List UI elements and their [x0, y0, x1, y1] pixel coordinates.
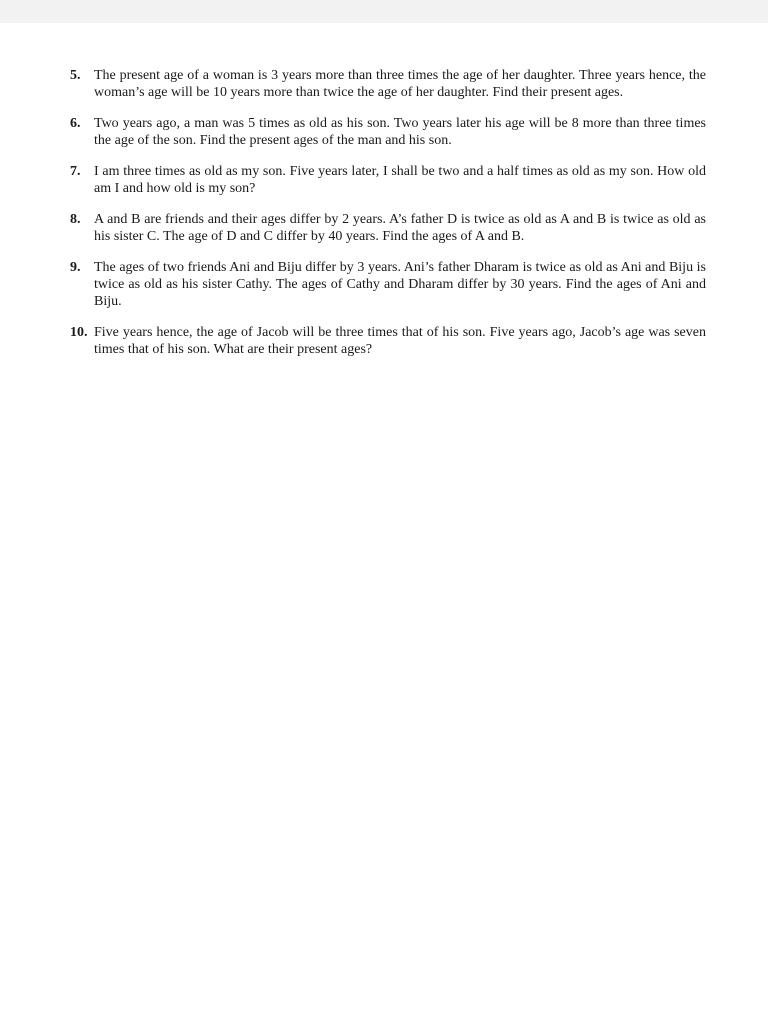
- question-list: [70, 67, 706, 372]
- question-item: [70, 163, 706, 197]
- question-text: A and B are friends and their ages differ by 2 years. A’s father D is twice as old as A and B is twice as old as his sister C. The age of D and C differ by 40 years. Find the ages of A and B.: [94, 212, 706, 244]
- question-number: 7.: [70, 164, 81, 179]
- document-page: [0, 23, 768, 1024]
- viewer-top-bar: [0, 0, 768, 23]
- question-number: 6.: [70, 116, 81, 131]
- question-number: 5.: [70, 68, 81, 83]
- question-text: I am three times as old as my son. Five years later, I shall be two and a half times as old as my son. How old am I and how old is my son?: [94, 164, 706, 196]
- question-number: 8.: [70, 212, 81, 227]
- question-text: The ages of two friends Ani and Biju differ by 3 years. Ani’s father Dharam is twice as old as Ani and Biju is twice as old as his sister Cathy. The ages of Cathy and Dharam differ by 30 years. Find the ages of Ani and Biju.: [94, 260, 706, 309]
- question-text: Two years ago, a man was 5 times as old as his son. Two years later his age will be 8 more than three times the age of the son. Find the present ages of the man and his son.: [94, 116, 706, 148]
- question-item: [70, 259, 706, 310]
- question-text: Five years hence, the age of Jacob will be three times that of his son. Five years ago, Jacob’s age was seven times that of his son. What are their present ages?: [94, 325, 706, 357]
- question-number: 9.: [70, 260, 81, 275]
- question-item: [70, 115, 706, 149]
- question-number: 10.: [70, 325, 88, 340]
- question-item: [70, 211, 706, 245]
- question-item: [70, 324, 706, 358]
- question-text: The present age of a woman is 3 years more than three times the age of her daughter. Three years hence, the woman’s age will be 10 years more than twice the age of her daughter. Find their present ages.: [94, 68, 706, 100]
- question-item: [70, 67, 706, 101]
